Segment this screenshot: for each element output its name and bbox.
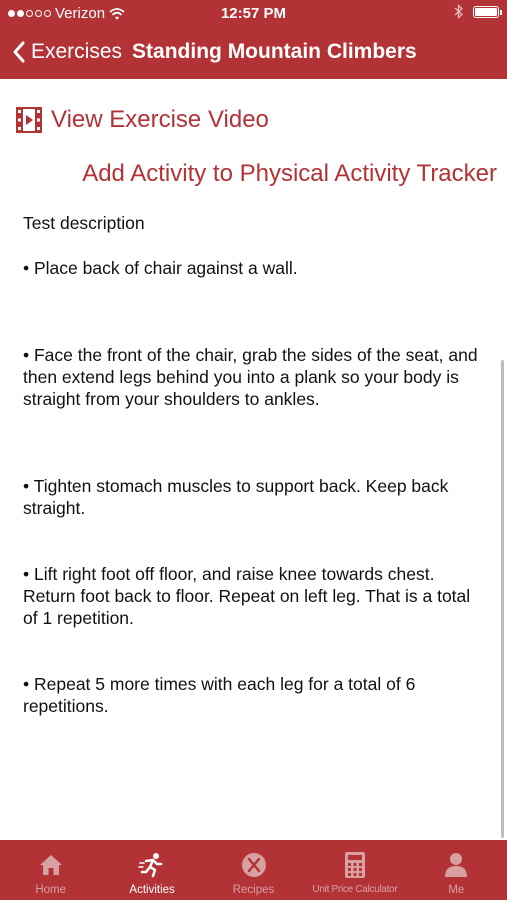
add-activity-button[interactable]: Add Activity to Physical Activity Tracker [82,160,497,187]
person-icon [444,852,468,878]
page-title: Standing Mountain Climbers [132,40,417,63]
utensils-icon [241,852,267,878]
tab-unit-price-calculator[interactable] [304,840,405,900]
tab-label: Recipes [232,884,275,896]
tab-activities[interactable] [101,840,202,900]
carrier-label: Verizon [55,5,106,22]
status-bar [0,0,507,28]
instruction-step: • Face the front of the chair, grab the sides of the seat, and then extend legs behind you into a plank so your body is straight from your shoulders to ankles. [23,345,478,409]
app-header [0,0,507,79]
instruction-step: • Lift right foot off floor, and raise knee towards chest. Return foot back to floor. Repeat on left leg. That is a total of 1 repetition. [23,564,471,628]
back-button[interactable] [12,40,122,64]
view-video-button[interactable] [16,106,269,134]
instruction-step: • Tighten stomach muscles to support back. Keep back straight. [23,476,449,518]
chevron-left-icon [12,41,25,63]
tab-label: Activities [129,884,175,896]
tab-me[interactable] [406,840,507,900]
status-time: 12:57 PM [220,5,287,22]
instruction-step: • Repeat 5 more times with each leg for a total of 6 repetitions. [23,674,416,716]
view-video-label: View Exercise Video [51,106,269,133]
tab-home[interactable] [0,840,101,900]
tab-label: Home [35,884,67,896]
tab-label: Me [448,884,465,896]
running-icon [138,852,166,878]
tab-bar [0,840,507,900]
film-icon [16,107,42,133]
bluetooth-icon [454,4,463,19]
scrollbar[interactable] [501,360,504,838]
exercise-description [23,212,488,717]
tab-recipes[interactable] [203,840,304,900]
instruction-step: • Place back of chair against a wall. [23,258,298,278]
description-title: Test description [23,213,145,233]
home-icon [38,853,64,877]
calculator-icon [344,851,366,879]
back-label: Exercises [31,40,123,63]
tab-label: Unit Price Calculator [312,884,398,895]
battery-icon [473,6,499,18]
navigation-bar [0,30,507,74]
